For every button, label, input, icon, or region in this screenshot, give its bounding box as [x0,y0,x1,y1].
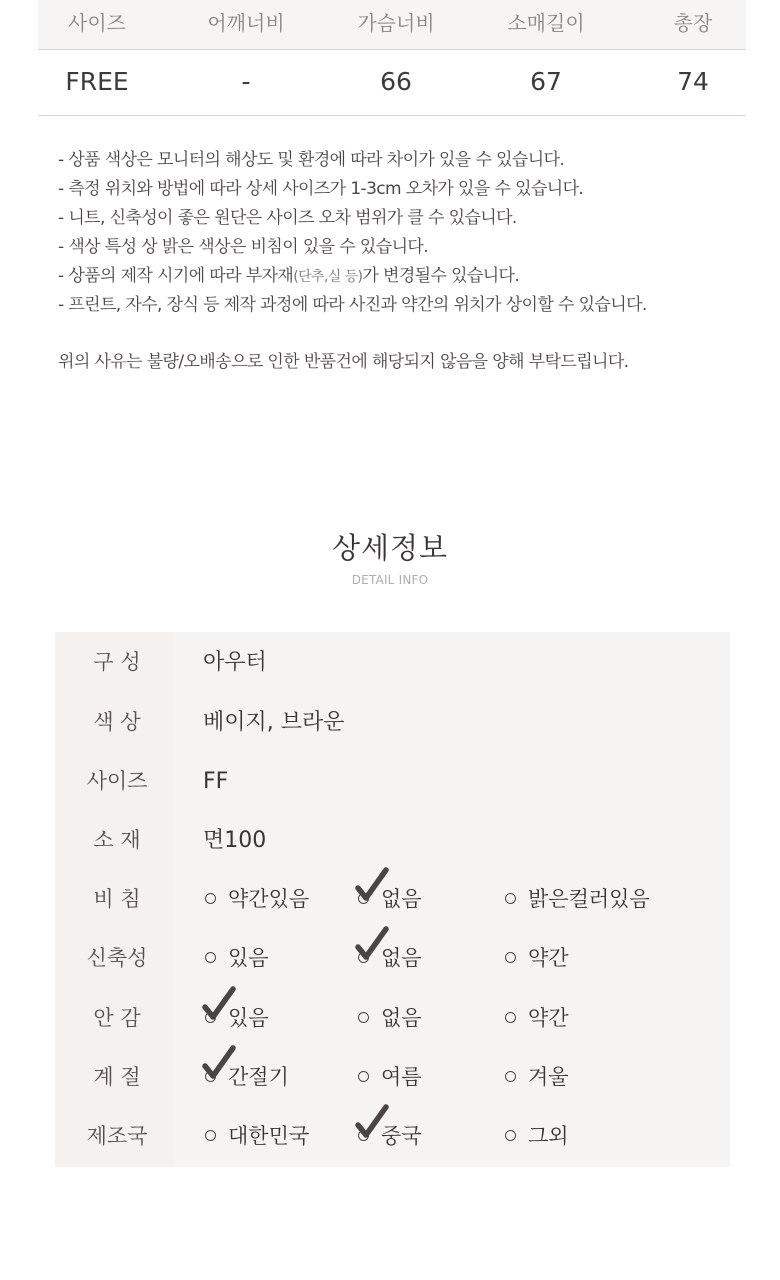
size-table-header [38,0,746,50]
detail-row-options [55,989,730,1048]
size-table [38,0,746,116]
option-label: 없음 [381,1006,422,1030]
detail-table [55,632,730,1167]
cell-sleeve: 67 [530,67,562,96]
option-label: 약간 [528,1006,569,1030]
row-label: 구 성 [93,650,141,674]
row-value: 아우터 [203,650,267,675]
row-label: 비 침 [93,887,141,911]
header-sleeve: 소매길이 [507,11,585,35]
option-label: 약간있음 [228,887,310,911]
option-label: 있음 [228,1006,269,1030]
notice-item [58,262,748,291]
notice-item: - 색상 특성 상 밝은 색상은 비침이 있을 수 있습니다. [58,237,429,257]
option-label: 중국 [381,1124,422,1148]
detail-row-material [55,811,730,870]
detail-row-options [55,870,730,929]
cell-shoulder: - [241,67,251,96]
detail-subtitle: DETAIL INFO [351,573,429,587]
row-value: 면100 [203,828,267,853]
row-value: FF [203,769,229,794]
header-size: 사이즈 [68,11,126,35]
notice-item: - 니트, 신축성이 좋은 원단은 사이즈 오차 범위가 클 수 있습니다. [58,208,517,228]
radio-circle-icon [205,952,216,963]
header-length: 총장 [673,11,713,35]
row-label: 안 감 [93,1006,141,1030]
option-label: 약간 [528,946,569,970]
option-label: 없음 [381,946,422,970]
option-label: 여름 [381,1065,422,1089]
notice-text: 가 변경될수 있습니다. [362,266,520,286]
radio-circle-icon [205,1130,216,1141]
row-label: 계 절 [93,1065,141,1089]
row-label: 사이즈 [86,769,148,793]
detail-row-options [55,929,730,988]
table-row [38,50,746,116]
radio-circle-icon [205,893,216,904]
notice-note: (단추,실 등) [293,269,363,285]
detail-row-color [55,693,730,752]
row-label: 색 상 [93,710,141,734]
cell-length: 74 [677,67,709,96]
detail-row-size [55,752,730,811]
notice-text: - 상품의 제작 시기에 따라 부자재 [58,266,294,286]
notice-item: - 프린트, 자수, 장식 등 제작 과정에 따라 사진과 약간의 위치가 상이할 수 있습니다. [58,295,647,315]
radio-circle-icon [358,1071,369,1082]
radio-circle-icon [505,952,516,963]
notice-item: - 측정 위치와 방법에 따라 상세 사이즈가 1-3cm 오차가 있을 수 있습니다. [58,179,584,199]
row-label: 신축성 [86,946,148,970]
radio-circle-icon [505,1071,516,1082]
detail-row-options [55,1048,730,1107]
option-label: 대한민국 [228,1124,310,1148]
option-label: 겨울 [528,1065,569,1089]
detail-row-options [55,1107,730,1166]
option-label: 밝은컬러있음 [528,887,650,911]
option-label: 간절기 [228,1065,289,1089]
detail-title: 상세정보 [331,531,449,565]
radio-circle-icon [505,1130,516,1141]
row-label: 제조국 [86,1124,148,1148]
header-shoulder: 어깨너비 [207,11,285,35]
option-label: 그외 [528,1124,569,1148]
row-label: 소 재 [93,828,141,852]
detail-row-composition [55,633,730,692]
option-label: 있음 [228,946,269,970]
row-value: 베이지, 브라운 [203,710,345,735]
radio-circle-icon [505,893,516,904]
radio-circle-icon [505,1012,516,1023]
cell-chest: 66 [380,67,412,96]
radio-circle-icon [358,1012,369,1023]
notice-list [58,146,748,320]
disclaimer: 위의 사유는 불량/오배송으로 인한 반품건에 해당되지 않음을 양해 부탁드립니다. [58,352,629,372]
header-chest: 가슴너비 [357,11,435,35]
cell-size: FREE [65,67,129,96]
option-label: 없음 [381,887,422,911]
notice-item: - 상품 색상은 모니터의 해상도 및 환경에 따라 차이가 있을 수 있습니다. [58,150,565,170]
